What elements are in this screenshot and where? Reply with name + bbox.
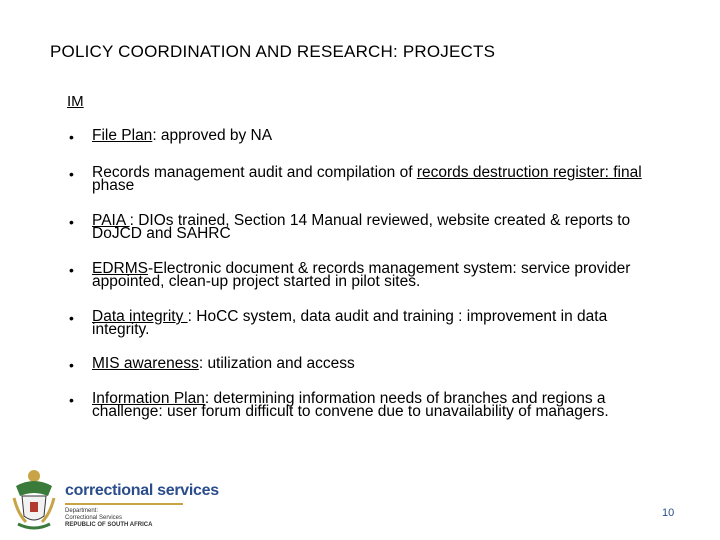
department-label: Department: xyxy=(65,508,99,514)
bullet-dot: • xyxy=(69,392,74,408)
country-name: REPUBLIC OF SOUTH AFRICA xyxy=(65,522,153,528)
bullet-label: File Plan xyxy=(92,127,153,144)
bullet-dot: • xyxy=(69,214,74,230)
bullet-text: phase xyxy=(92,177,135,194)
slide-title: POLICY COORDINATION AND RESEARCH: PROJECTS xyxy=(50,42,496,61)
department-name: Correctional Services xyxy=(65,515,123,521)
page-number: 10 xyxy=(662,507,675,519)
bullet-text: : HoCC system, data audit and training : improvement in data integrity. xyxy=(92,308,608,338)
bullet-dot: • xyxy=(69,357,74,373)
brand-name: correctional services xyxy=(65,482,219,499)
bullet-dot: • xyxy=(69,129,74,145)
bullet-dot: • xyxy=(69,166,74,182)
bullet-text: : determining information needs of branches and regions a challenge: user forum difficult to convene due to unavailability of managers. xyxy=(92,390,609,420)
bullet-dot: • xyxy=(69,262,74,278)
bullet-label: PAIA xyxy=(92,212,130,229)
bullet-text: Records management audit and compilation of xyxy=(92,164,417,181)
bullet-text: -Electronic document & records management system: service provider appointed, clean-up project started in pilot sites. xyxy=(92,260,631,290)
bullet-label: MIS awareness xyxy=(92,355,199,372)
bullet-label: records destruction register: final xyxy=(416,164,642,181)
bullet-label: EDRMS xyxy=(92,260,148,277)
bullet-dot: • xyxy=(69,310,74,326)
bullet-text: : approved by NA xyxy=(152,127,273,144)
bullet-text: : utilization and access xyxy=(198,355,355,372)
bullet-label: Data integrity xyxy=(92,308,188,325)
brand-divider xyxy=(65,503,183,505)
bullet-label: Information Plan xyxy=(92,390,205,407)
bullet-text: : DIOs trained, Section 14 Manual reviewed, website created & reports to DoJCD and SAHRC xyxy=(92,212,631,242)
section-label: IM xyxy=(67,93,84,110)
coat-of-arms-icon xyxy=(4,466,64,536)
